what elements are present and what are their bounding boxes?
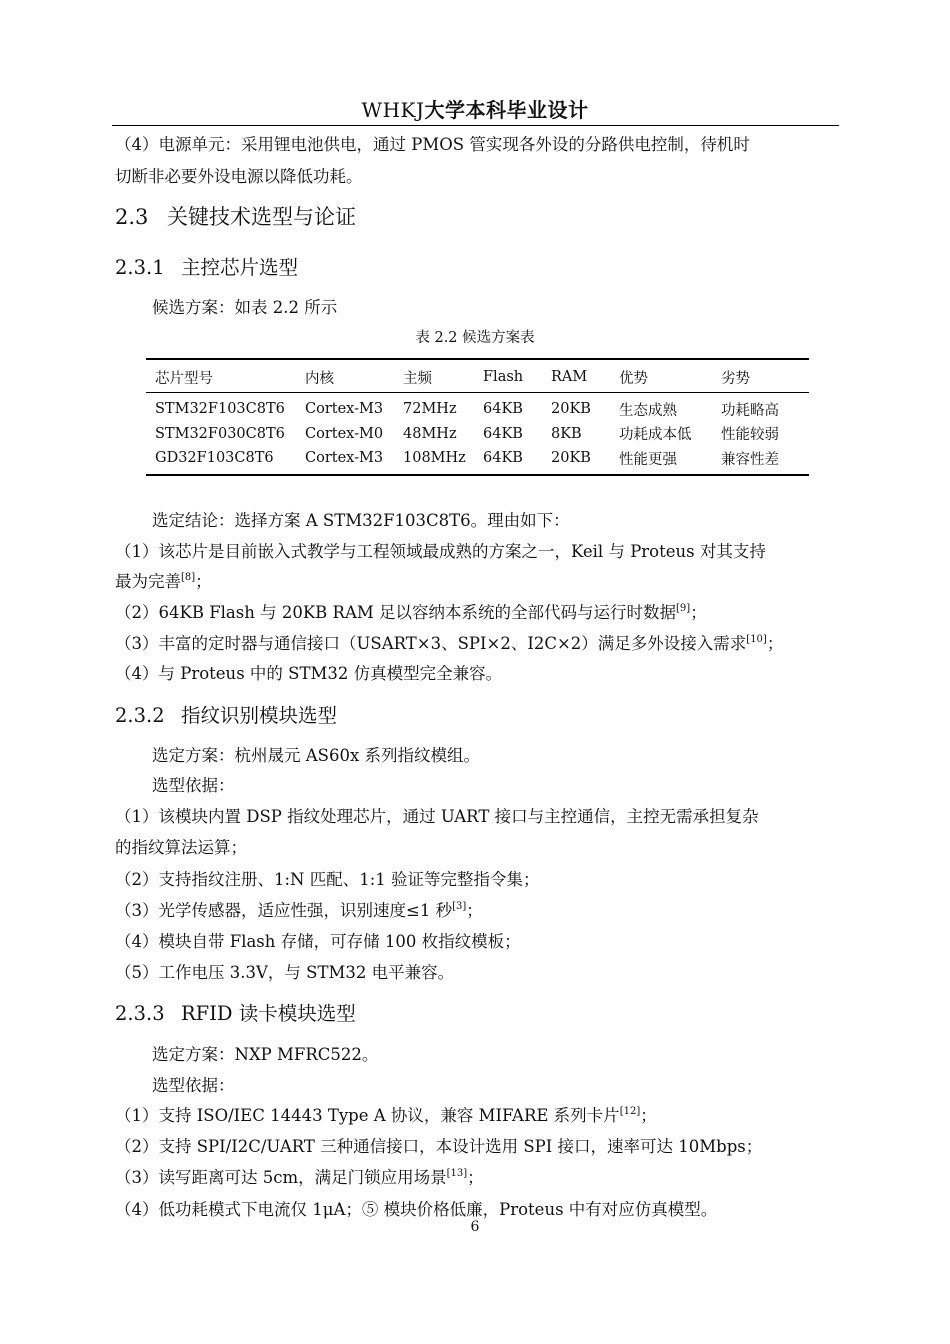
- table-header-row: [146, 359, 809, 393]
- table-cell: 64KB: [483, 401, 523, 418]
- citation: [8]: [181, 572, 196, 583]
- citation: [9]: [676, 603, 691, 614]
- basis-text: （3）光学传感器，适应性强，识别速度≤1 秒: [115, 901, 453, 920]
- table-cell: Cortex-M0: [305, 425, 384, 442]
- section-2-3-3-heading: [115, 998, 356, 1026]
- table-cell: STM32F103C8T6: [155, 401, 285, 418]
- column-header: 优势: [619, 370, 648, 387]
- fingerprint-basis-3: [115, 897, 483, 921]
- citation: [3]: [452, 901, 467, 912]
- fingerprint-basis-5: （5）工作电压 3.3V，与 STM32 电平兼容。: [115, 963, 455, 982]
- reason-end: ；: [195, 572, 212, 591]
- reason-end: ；: [690, 603, 707, 622]
- column-header: 主频: [403, 370, 432, 387]
- table-cell: 生态成熟: [619, 402, 677, 419]
- section-number: 2.3: [115, 205, 149, 229]
- table-cell: 8KB: [551, 425, 582, 442]
- reason-end: ；: [766, 634, 784, 653]
- basis-end: ；: [467, 1168, 484, 1187]
- table-cell: 48MHz: [403, 425, 457, 442]
- table-cell: Cortex-M3: [305, 450, 384, 467]
- reason-text: （3）丰富的定时器与通信接口（USART×3、SPI×2、I2C×2）满足多外设接入需求: [115, 634, 747, 653]
- basis-text: （1）支持 ISO/IEC 14443 Type A 协议，兼容 MIFARE 系列卡片: [115, 1106, 620, 1125]
- table-cell: 64KB: [483, 450, 523, 467]
- table-cell: 功耗略高: [721, 402, 779, 419]
- table-cell: 72MHz: [403, 401, 457, 418]
- section-number: 2.3.2: [115, 704, 165, 727]
- table-cell: 功耗成本低: [619, 427, 692, 444]
- citation: [12]: [619, 1106, 641, 1117]
- reason-text: （2）64KB Flash 与 20KB RAM 足以容纳本系统的全部代码与运行时数据: [115, 603, 677, 622]
- basis-text: （3）读写距离可达 5cm，满足门锁应用场景: [115, 1168, 447, 1187]
- section-2-3-1-heading: [115, 252, 298, 280]
- table-cell: STM32F030C8T6: [155, 425, 285, 442]
- rfid-selected: 选定方案：NXP MFRC522。: [152, 1045, 379, 1064]
- table-row: [146, 422, 809, 447]
- mcu-conclusion-intro: 选定结论：选择方案 A STM32F103C8T6。理由如下：: [152, 511, 570, 530]
- table-cell: GD32F103C8T6: [155, 450, 274, 467]
- candidates-table: [146, 358, 809, 476]
- page-number: 6: [470, 1219, 480, 1235]
- table-cell: 20KB: [551, 401, 591, 418]
- section-title: 主控芯片选型: [181, 256, 299, 279]
- citation: [10]: [746, 634, 767, 645]
- power-unit-line-1: （4）电源单元：采用锂电池供电，通过 PMOS 管实现各外设的分路供电控制，待机时: [115, 135, 750, 154]
- fingerprint-basis-2: （2）支持指纹注册、1:N 匹配、1:1 验证等完整指令集；: [115, 870, 540, 889]
- table-cell: 兼容性差: [721, 451, 779, 468]
- column-header: 内核: [305, 370, 334, 387]
- mcu-reason-3: [115, 630, 783, 654]
- page-header: [0, 94, 950, 123]
- fingerprint-basis-1-line-1: （1）该模块内置 DSP 指纹处理芯片，通过 UART 接口与主控通信，主控无需承担复杂: [115, 807, 759, 826]
- section-title: 指纹识别模块选型: [181, 704, 338, 727]
- column-header: 芯片型号: [155, 370, 213, 387]
- column-header: RAM: [551, 369, 588, 385]
- section-title: 关键技术选型与论证: [167, 205, 356, 229]
- basis-end: ；: [466, 901, 483, 920]
- candidates-intro: 候选方案：如表 2.2 所示: [152, 298, 338, 317]
- table-row: [146, 446, 809, 475]
- basis-end: ；: [640, 1106, 657, 1125]
- table-caption: 表 2.2 候选方案表: [415, 330, 535, 346]
- section-2-3-heading: [115, 201, 356, 231]
- mcu-reason-1-line-1: （1）该芯片是目前嵌入式教学与工程领域最成熟的方案之一，Keil 与 Proteus 对其支持: [115, 542, 766, 561]
- header-prefix: WHKJ: [361, 98, 425, 122]
- citation: [13]: [446, 1168, 468, 1179]
- rfid-basis-4: （4）低功耗模式下电流仅 1μA；⑤ 模块价格低廉，Proteus 中有对应仿真模型。: [115, 1200, 718, 1219]
- header-divider: [112, 125, 839, 126]
- power-unit-line-2: 切断非必要外设电源以降低功耗。: [115, 167, 363, 186]
- section-2-3-2-heading: [115, 700, 337, 728]
- table-cell: 64KB: [483, 425, 523, 442]
- table-cell: 20KB: [551, 450, 591, 467]
- mcu-reason-4: （4）与 Proteus 中的 STM32 仿真模型完全兼容。: [115, 664, 503, 683]
- rfid-basis-1: [115, 1102, 657, 1126]
- table-cell: Cortex-M3: [305, 401, 384, 418]
- fingerprint-basis: 选型依据：: [152, 776, 235, 795]
- fingerprint-selected: 选定方案：杭州晟元 AS60x 系列指纹模组。: [152, 746, 481, 765]
- section-number: 2.3.3: [115, 1002, 165, 1025]
- section-title: RFID 读卡模块选型: [181, 1002, 356, 1025]
- section-number: 2.3.1: [115, 256, 165, 279]
- header-title: 大学本科毕业设计: [424, 98, 589, 122]
- reason-text: 最为完善: [115, 572, 181, 591]
- rfid-basis: 选型依据：: [152, 1076, 235, 1095]
- column-header: 劣势: [721, 370, 750, 387]
- table-cell: 108MHz: [403, 450, 466, 467]
- table-cell: 性能更强: [619, 451, 677, 468]
- rfid-basis-3: [115, 1164, 484, 1188]
- table-cell: 性能较弱: [721, 427, 779, 444]
- fingerprint-basis-4: （4）模块自带 Flash 存储，可存储 100 枚指纹模板；: [115, 932, 521, 951]
- mcu-reason-1-line-2: [115, 568, 212, 592]
- mcu-reason-2: [115, 599, 707, 623]
- fingerprint-basis-1-line-2: 的指纹算法运算；: [115, 838, 247, 857]
- column-header: Flash: [483, 369, 524, 385]
- table-row: [146, 393, 809, 422]
- rfid-basis-2: （2）支持 SPI/I2C/UART 三种通信接口，本设计选用 SPI 接口，速率可达 10Mbps；: [115, 1137, 763, 1156]
